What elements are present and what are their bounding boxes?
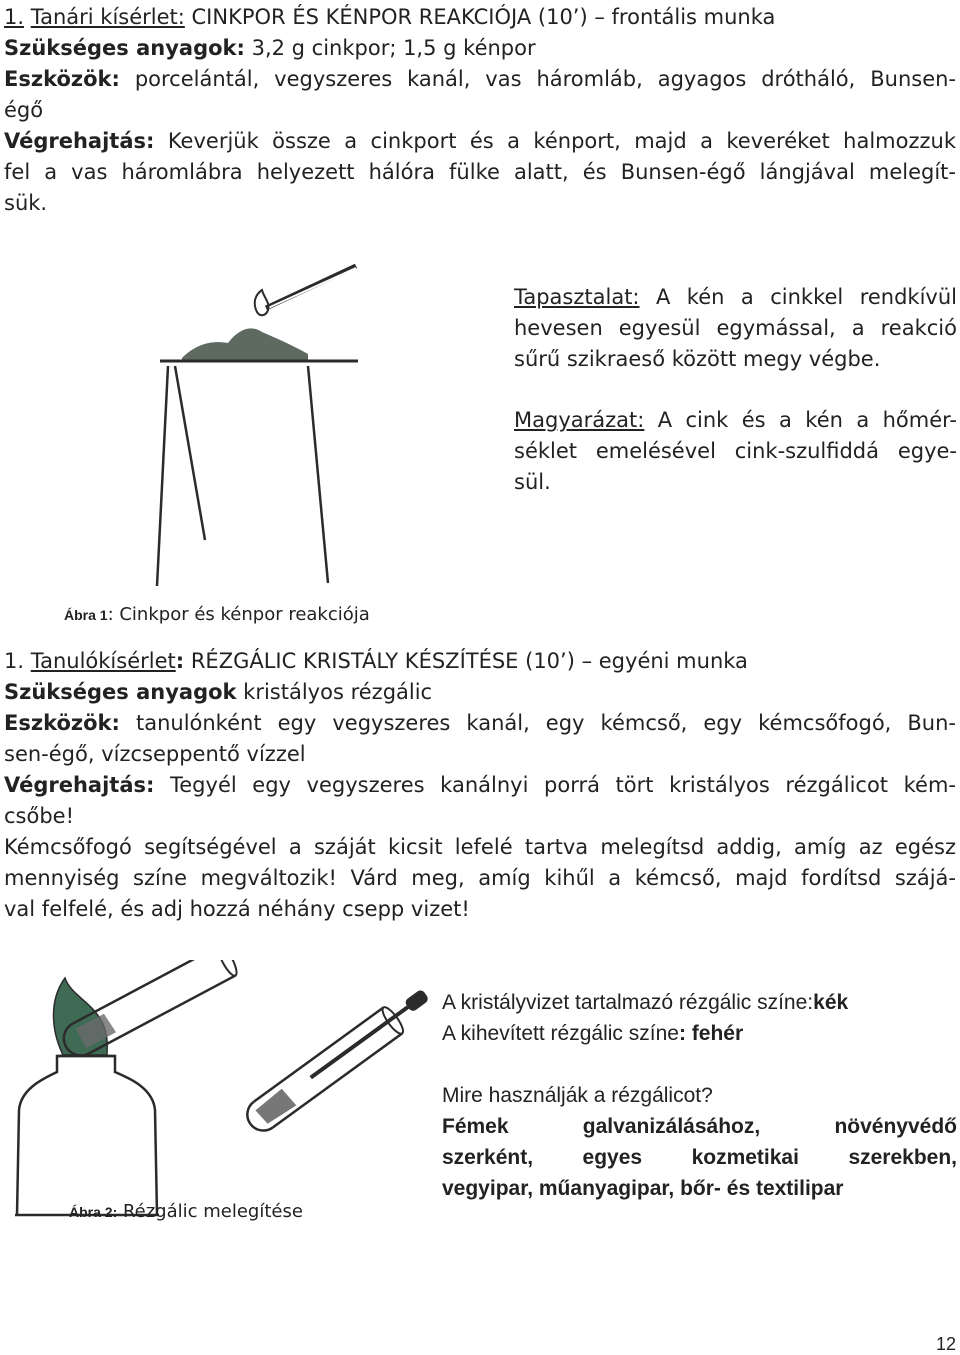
color-hydrated-text: A kristályvizet tartalmazó rézgálic színe: xyxy=(442,991,814,1014)
usage-question-text: Mire használják a rézgálicot? xyxy=(442,1084,713,1107)
section2-title-text: RÉZGÁLIC KRISTÁLY KÉSZÍTÉSE (10’) – egyéni munka xyxy=(184,649,748,673)
usage-answer-line-3: vegyipar, műanyagipar, bőr- és textilipar xyxy=(442,1177,844,1200)
experience-block xyxy=(514,282,957,375)
usage-answer-line-1: Fémek galvanizálásához, növényvédő xyxy=(442,1115,957,1138)
materials2-label: Szükséges anyagok xyxy=(4,680,237,704)
tools2-text: tanulónként egy vegyszeres kanál, egy kémcső, egy kémcsőfogó, Bun- xyxy=(119,711,956,735)
section1-procedure-3 xyxy=(4,188,956,219)
procedure-text-3: sük. xyxy=(4,191,48,215)
color-dehydrated xyxy=(442,1018,743,1049)
materials2-text: kristályos rézgálic xyxy=(236,680,433,704)
section1-number: 1. xyxy=(4,5,25,29)
tools-text: porcelántál, vegyszeres kanál, vas háromláb, agyagos drótháló, Bunsen- xyxy=(119,67,956,91)
explanation-text-3: sül. xyxy=(514,470,551,494)
tools-label: Eszközök: xyxy=(4,67,120,91)
figure1-caption-text: : Cinkpor és kénpor reakciója xyxy=(107,604,370,625)
section2-title xyxy=(4,646,956,677)
procedure2-text-5: val felfelé, és adj hozzá néhány csepp vizet! xyxy=(4,897,470,921)
section1-title-text: CINKPOR ÉS KÉNPOR REAKCIÓJA (10’) – frontális munka xyxy=(184,5,776,29)
figure1-caption xyxy=(64,603,370,627)
section1-procedure xyxy=(4,126,956,157)
tools2-label: Eszközök: xyxy=(4,711,120,735)
section1-tools xyxy=(4,64,956,95)
procedure2-label: Végrehajtás: xyxy=(4,773,155,797)
section2-kind: Tanulókísérlet xyxy=(30,649,176,673)
materials-label: Szükséges anyagok: xyxy=(4,36,245,60)
color-dehydrated-colon: : xyxy=(678,1022,686,1045)
experience-text-3: sűrű szikraeső között megy végbe. xyxy=(514,347,881,371)
figure2-caption xyxy=(69,1200,303,1224)
usage-answer-line-2: szerként, egyes kozmetikai szerekben, xyxy=(442,1146,957,1169)
usage-answer xyxy=(442,1111,957,1204)
explanation-text-2: séklet emelésével cink-szulfiddá egye- xyxy=(514,439,957,463)
procedure-label: Végrehajtás: xyxy=(4,129,155,153)
color-dehydrated-value: fehér xyxy=(685,1022,744,1045)
procedure-text-2: fel a vas háromlábra helyezett hálóra fülke alatt, és Bunsen-égő lángjával melegít- xyxy=(4,160,956,184)
color-hydrated xyxy=(442,987,848,1018)
section2-tools xyxy=(4,708,956,739)
section2-title-colon: : xyxy=(175,649,185,673)
explanation-text-1: A cink és a kén a hőmér- xyxy=(644,408,957,432)
tools-text-cont: égő xyxy=(4,98,44,122)
section1-kind: Tanári kísérlet: xyxy=(30,5,185,29)
experience-text-1: A kén a cinkkel rendkívül xyxy=(639,285,957,309)
procedure2-text: Tegyél egy vegyszeres kanálnyi porrá tört kristályos rézgálicot kém- xyxy=(154,773,956,797)
explanation-block xyxy=(514,405,957,498)
section1-materials xyxy=(4,33,956,64)
color-hydrated-value: kék xyxy=(813,991,849,1014)
tripod-figure xyxy=(80,250,372,590)
section2-materials xyxy=(4,677,956,708)
materials-text: 3,2 g cinkpor; 1,5 g kénpor xyxy=(244,36,536,60)
section2-procedure xyxy=(4,770,956,801)
section2-procedure-2 xyxy=(4,801,956,832)
figure2-caption-label: Ábra 2: xyxy=(69,1204,118,1220)
procedure2-text-4: mennyiség színe megváltozik! Várd meg, amíg kihűl a kémcső, majd fordítsd szájá- xyxy=(4,866,956,890)
section2-procedure-3 xyxy=(4,832,956,863)
copper-sulfate-figure xyxy=(5,960,430,1230)
section1-procedure-2 xyxy=(4,157,956,188)
color-dehydrated-text: A kihevített rézgálic színe xyxy=(442,1022,679,1045)
tools2-text-cont: sen-égő, vízcseppentő vízzel xyxy=(4,742,306,766)
section2-tools-cont xyxy=(4,739,956,770)
section1-tools-cont xyxy=(4,95,956,126)
procedure2-text-2: csőbe! xyxy=(4,804,75,828)
section2-procedure-5 xyxy=(4,894,956,925)
page-number: 12 xyxy=(935,1334,956,1354)
procedure2-text-3: Kémcsőfogó segítségével a száját kicsit lefelé tartva melegítsd addig, amíg az egész xyxy=(4,835,956,859)
figure2-caption-text: Rézgálic melegítése xyxy=(117,1201,303,1222)
section1-title xyxy=(4,2,956,33)
figure1-caption-label: Ábra 1 xyxy=(64,607,108,623)
usage-question xyxy=(442,1080,713,1111)
experience-text-2: hevesen egyesül egymással, a reakció xyxy=(514,316,957,340)
section2-number: 1. xyxy=(4,649,25,673)
procedure-text: Keverjük össze a cinkport és a kénport, majd a keveréket halmozzuk xyxy=(154,129,956,153)
explanation-label: Magyarázat: xyxy=(514,408,645,432)
experience-label: Tapasztalat: xyxy=(514,285,640,309)
section2-procedure-4 xyxy=(4,863,956,894)
